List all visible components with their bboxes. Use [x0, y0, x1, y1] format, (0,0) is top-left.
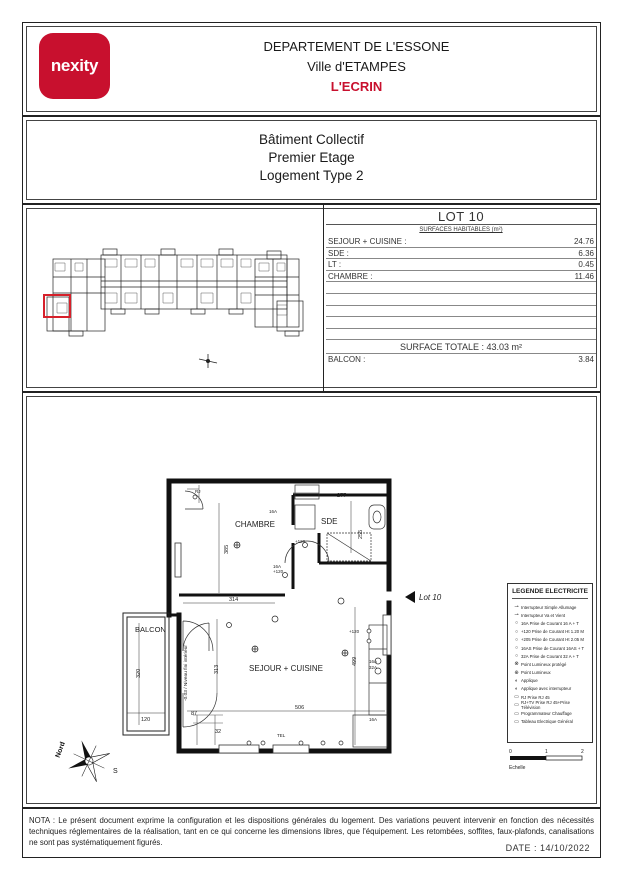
dim-277: 277 — [337, 493, 347, 499]
balcon-label: BALCON : — [328, 355, 366, 365]
outlet-label-16a-1: 16A — [269, 509, 278, 514]
lot-row — [326, 329, 596, 341]
scale-tick-0: 0 — [509, 749, 512, 755]
legend-item — [508, 701, 592, 709]
legend-item-label: Point Lumineux protégé — [521, 661, 567, 667]
legend-symbol-icon: ○ — [514, 653, 519, 660]
lot-total-surface: SURFACE TOTALE : 43.03 m² — [326, 340, 596, 354]
lot-row — [326, 282, 596, 294]
logo-text: nexity — [50, 56, 99, 75]
legend-item-label: RJ+TV Prise RJ 45+Prise Télévision — [521, 700, 570, 711]
legend-title: LEGENDE ELECTRICITE — [512, 584, 588, 599]
balcon-value: 3.84 — [578, 355, 594, 365]
legend-item-label: Applique — [521, 678, 538, 684]
legend-item — [508, 660, 592, 668]
legend-item-label: RJ Prise RJ 45 — [521, 694, 550, 700]
legend-symbol-icon: ◐ — [514, 677, 519, 684]
legend-item-label: 16AS Prise de Courant 16AS + T — [521, 645, 585, 651]
city-title: Ville d'ETAMPES — [307, 59, 406, 74]
lot-row — [326, 248, 596, 260]
legend-symbol-icon: ○ — [514, 636, 519, 643]
room-label-sejour: SEJOUR + CUISINE — [249, 664, 324, 673]
dim-32: 32 — [215, 729, 222, 735]
floor-level: Premier Etage — [268, 150, 355, 165]
legend-item — [508, 709, 592, 717]
legend-item-label: Tableau Electrique Général — [521, 719, 573, 725]
outlet-label-16a-4: 16A — [369, 717, 378, 722]
legend-item-label: Point Lumineux — [521, 670, 551, 676]
room-label-chambre: CHAMBRE — [235, 520, 276, 529]
lot-row-label: LT : — [328, 260, 342, 270]
lot-row — [326, 271, 596, 283]
overview-compass-icon — [199, 354, 217, 368]
lot-balcon-row — [326, 354, 596, 365]
unit-type: Logement Type 2 — [259, 168, 364, 183]
document-date: DATE : 14/10/2022 — [505, 843, 590, 853]
legend-symbol-icon: ▭ — [514, 702, 519, 709]
legend-item-label: +120 Prise de Courant Ht 1.20 M — [521, 629, 584, 635]
legend-item-label: Programmateur Chauffage — [521, 711, 572, 717]
scale-bar — [507, 745, 597, 785]
legend-symbol-icon: ○ — [514, 645, 519, 652]
legend-item — [508, 603, 592, 611]
legend-item-label: 16A Prise de Courant 16 A + T — [521, 620, 579, 626]
legend-item — [508, 669, 592, 677]
disclaimer-note: NOTA : Le présent document exprime la configuration et les dispositions générales du logement. Des variations peuvent intervenir en fonction des nécessités techniques réglementaires de la réalisation, tant en ce qui concerne les dimensions libres, que l'équipement. Les retombées, soffites, faux-plafonds, canalisations ne sont pas systématiquement figurés. — [29, 816, 594, 847]
building-overview-map — [41, 241, 321, 383]
lot-row — [326, 236, 596, 248]
room-label-sde: SDE — [321, 517, 338, 526]
legend-item-label: Applique avec interrupteur — [521, 686, 572, 692]
legend-symbol-icon: ⊸ — [514, 612, 519, 619]
dim-255: 255 — [358, 529, 364, 539]
dim-120: 120 — [141, 717, 151, 723]
legend-symbol-icon: ◐ — [514, 685, 519, 692]
dim-385: 385 — [224, 544, 230, 554]
lot-row-value: 6.36 — [578, 248, 594, 258]
legend-item — [508, 644, 592, 652]
legend-item — [508, 677, 592, 685]
legend-symbol-icon: ▭ — [514, 718, 519, 725]
lot-row — [326, 317, 596, 329]
legend-symbol-icon: ○ — [514, 620, 519, 627]
legend-item — [508, 652, 592, 660]
legend-symbol-icon: ▭ — [514, 710, 519, 717]
lot-plan-label: Lot 10 — [419, 593, 442, 602]
lot-row-label: CHAMBRE : — [328, 271, 373, 281]
outlet-label-120-1: +120 — [295, 539, 306, 544]
outlet-label-32a: 32A — [369, 665, 378, 670]
scale-tick-1: 1 — [545, 749, 548, 755]
outlet-label-16a-2: 16A — [273, 564, 282, 569]
legend-item-label: +205 Prise de Courant Ht 2.05 M — [521, 637, 584, 643]
header-block — [22, 22, 601, 116]
scale-tick-2: 2 — [581, 749, 584, 755]
floor-plan-block — [22, 392, 601, 808]
lot-row-label: SEJOUR + CUISINE : — [328, 237, 407, 246]
lot-subtitle: SURFACES HABITABLES (m²) — [419, 227, 503, 233]
legend-item-label: 32A Prise de Courant 32 A + T — [521, 653, 579, 659]
lot-row-value: 24.76 — [573, 237, 594, 246]
legend-symbol-icon: ⊸ — [514, 604, 519, 611]
legend-item-label: Interrupteur Simple Allumage — [521, 604, 577, 610]
outlet-label-rj: RJ — [195, 489, 201, 494]
lot-surface-table — [326, 209, 596, 387]
header-lines — [123, 37, 590, 97]
nexity-logo — [39, 33, 110, 99]
dim-313: 313 — [214, 664, 220, 674]
lot-row-label: SDE : — [328, 248, 349, 258]
dim-320: 320 — [136, 668, 142, 678]
lot-row-value: 0.45 — [578, 260, 594, 270]
outlet-label-16a-3: 16A — [369, 659, 378, 664]
project-title: L'ECRIN — [330, 79, 383, 94]
legend-item — [508, 636, 592, 644]
outlet-label-tel: TEL — [277, 733, 286, 738]
dim-506: 506 — [295, 705, 305, 711]
compass-rose-icon — [61, 733, 117, 789]
building-type: Bâtiment Collectif — [258, 132, 365, 147]
legend-symbol-icon: ▭ — [514, 694, 519, 701]
department-title: DEPARTEMENT DE L'ESSONE — [263, 39, 450, 54]
lot-row — [326, 306, 596, 318]
description-block — [22, 116, 601, 204]
lot-arrow-icon — [405, 591, 415, 603]
scale-label: Echelle — [509, 765, 526, 771]
legend-symbol-icon: ⊗ — [514, 661, 519, 668]
legend-item — [508, 718, 592, 726]
legend-item — [508, 685, 592, 693]
overview-block — [22, 204, 601, 392]
legend-item — [508, 619, 592, 627]
room-label-balcon: BALCON — [135, 625, 166, 634]
legend-symbol-icon: ○ — [514, 628, 519, 635]
compass-north-label: Nord — [54, 741, 67, 759]
lot-row — [326, 294, 596, 306]
lot-row — [326, 259, 596, 271]
dim-314: 314 — [229, 597, 239, 603]
lot-title: LOT 10 — [326, 209, 596, 225]
outlet-label-120-3: +120 — [349, 629, 360, 634]
dim-87: 87 — [191, 711, 198, 717]
legend-item — [508, 611, 592, 619]
compass-south-label: S — [113, 768, 118, 775]
dim-499: 499 — [352, 656, 358, 666]
legend-symbol-icon: ⊕ — [514, 669, 519, 676]
outlet-label-120-2: +120 — [273, 569, 284, 574]
legend-item-label: Interrupteur Va et Vient — [521, 612, 566, 618]
electrical-legend — [507, 583, 593, 743]
lot-row-value: 11.46 — [574, 271, 594, 281]
legend-item — [508, 628, 592, 636]
level-note: -0.03 / Niveau fini intérieur — [184, 645, 189, 701]
note-block — [22, 808, 601, 858]
